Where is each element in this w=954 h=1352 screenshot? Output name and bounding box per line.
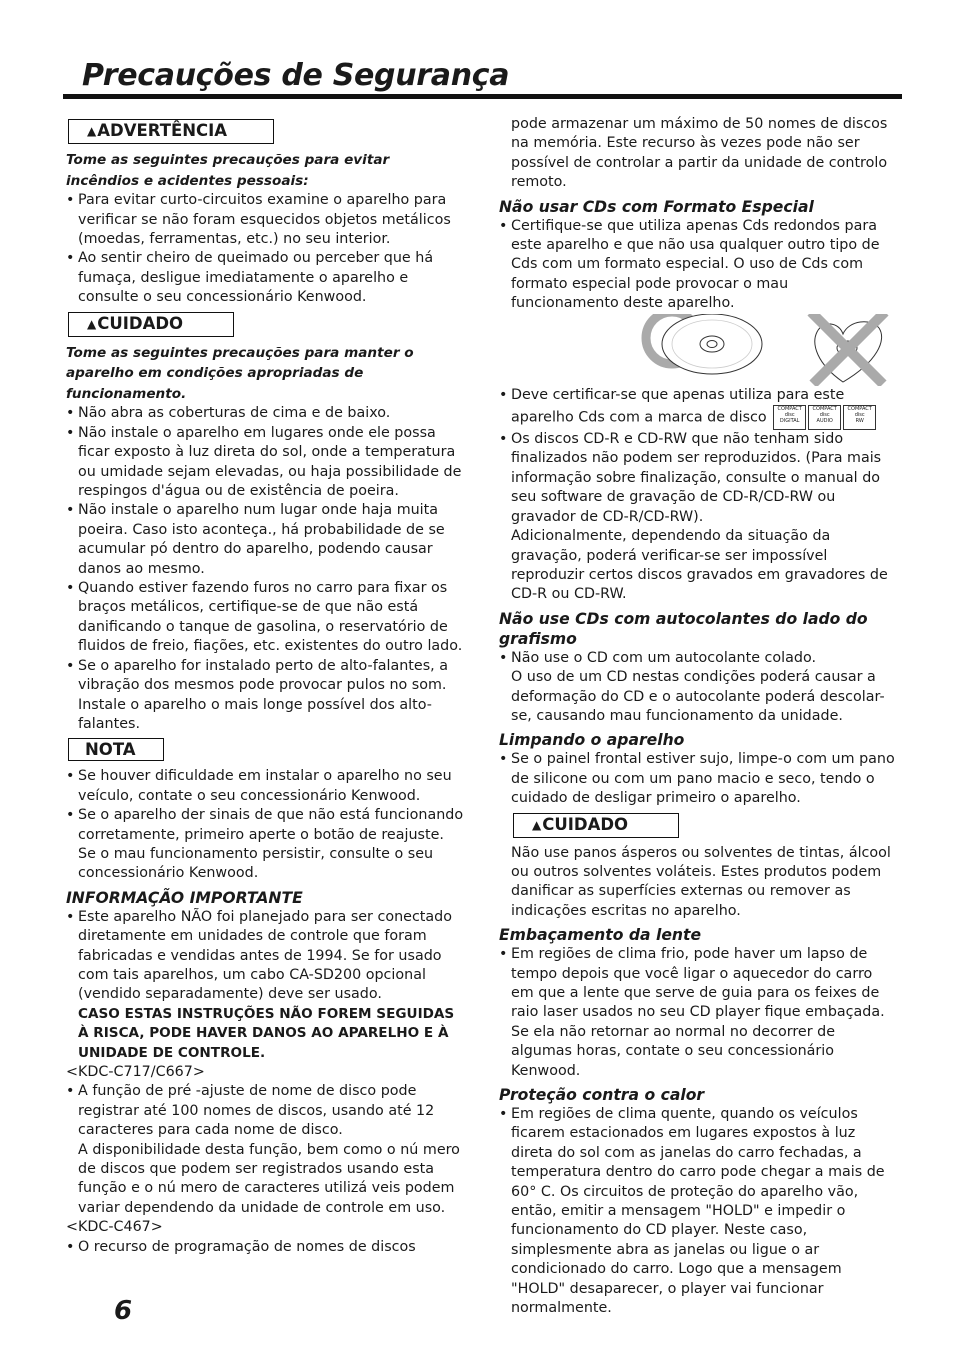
- round-cd-ok-icon: [646, 314, 762, 374]
- cdr-text: Os discos CD-R e CD-RW que não tenham sido finalizados não podem ser reproduzidos. (Para mais informação sobre finalização, consulte o manual do seu software de gravação de CD-R/CD-RW ou gravador de CD-R/CD-RW).: [511, 431, 882, 525]
- important-list: [66, 908, 466, 1063]
- title-rule: [63, 94, 902, 99]
- caution-box-2: [513, 813, 679, 838]
- logo-text: Deve certificar-se que apenas utiliza para este aparelho Cds com a marca de disco: [511, 386, 845, 426]
- list-item: • Se o aparelho for instalado perto de alto-falantes, a vibração dos mesmos pode provocar pulos no som. Instale o aparelho o mais longe possível dos alto-falantes.: [66, 657, 466, 735]
- sticker-heading: Não use CDs com autocolantes do lado do grafismo: [499, 609, 868, 648]
- cdr-para: Adicionalmente, dependendo da situação da gravação, poderá verificar-se ser impossível reproduzir certos discos gravados em gravadores de CD-R ou CD-RW.: [511, 528, 888, 603]
- left-column: [66, 115, 466, 1257]
- cd-illustrations: [499, 314, 899, 386]
- list-item: • Se o painel frontal estiver sujo, limpe-o com um pano de silicone ou com um pano macio e seco, tendo o cuidado de desligar primeiro o aparelho.: [499, 750, 899, 808]
- page-number: 6: [114, 1296, 133, 1326]
- heart-cd-no-icon: [811, 314, 885, 384]
- heat-list: [499, 1105, 899, 1318]
- list-item: • Se houver dificuldade em instalar o aparelho no seu veículo, contate o seu concessionário Kenwood.: [66, 767, 466, 806]
- list-item: • Em regiões de clima quente, quando os veículos ficarem estacionados em lugares expostos à luz direta do sol com as janelas do carro fechadas, a temperatura dentro do carro pode chegar a mais de 60° C. Os circuitos de proteção do aparelho vão, então, emitir a mensagem "HOLD" e impedir o funcionamento do CD player. Neste caso, simplesmente abra as janelas ou ligue o ar condicionado do carro. Logo que a mensagem "HOLD" desaparecer, o player vai funcionar normalmente.: [499, 1105, 899, 1318]
- list-item: • Se o aparelho der sinais de que não está funcionando corretamente, primeiro aperte o botão de reajuste. Se o mau funcionamento persistir, consulte o seu concessionário Kenwood.: [66, 806, 466, 884]
- model-a-list: [66, 1082, 466, 1218]
- list-item: • Certifique-se que utiliza apenas Cds redondos para este aparelho e que não usa qualquer outro tipo de Cds com um formato especial. O uso de Cds com formato especial pode provocar o mau funcionamento deste aparelho.: [499, 217, 899, 314]
- caution-box: [68, 312, 234, 337]
- caution-label: CUIDADO: [97, 313, 184, 333]
- special-list: [499, 217, 899, 314]
- special-heading: Não usar CDs com Formato Especial: [499, 197, 814, 216]
- right-column: [499, 115, 899, 1319]
- list-item: [66, 908, 466, 1063]
- model-b-label: <KDC-C467>: [66, 1219, 163, 1236]
- list-item: • Em regiões de clima frio, pode haver um lapso de tempo depois que você ligar o aquecedor do carro em que a lente que serve de guia para os feixes de raio laser usados no seu CD player fique embaçada. Se ela não retornar ao normal no decorrer de algumas horas, contate o seu concessionário Kenwood.: [499, 945, 899, 1081]
- model-b-list: [66, 1238, 466, 1257]
- caution-list: [66, 404, 466, 734]
- model-a-text: A função de pré -ajuste de nome de disco pode registrar até 100 nomes de discos, usando até 12 caracteres para cada nome de disco.: [78, 1083, 435, 1139]
- list-item: [499, 430, 899, 605]
- model-a-label: <KDC-C717/C667>: [66, 1064, 205, 1080]
- caution-intro: Tome as seguintes precauções para manter o aparelho em condições apropriadas de funcionamento.: [66, 344, 414, 402]
- warning-intro: Tome as seguintes precauções para evitar incêndios e acidentes pessoais:: [66, 152, 390, 189]
- list-item: • Ao sentir cheiro de queimado ou perceber que há fumaça, desligue imediatamente o aparelho e consulte o seu concessionário Kenwood.: [66, 249, 466, 307]
- important-text: Este aparelho NÃO foi planejado para ser conectado diretamente em unidades de controle que foram fabricadas e vendidas antes de 1994. Se for usado com tais aparelhos, um cabo CA-SD200 opcional (vendido separadamente) deve ser usado.: [78, 908, 452, 1003]
- warning-list: [66, 191, 466, 307]
- list-item: • Não abra as coberturas de cima e de baixo.: [66, 404, 466, 423]
- list-item: [66, 1082, 466, 1218]
- important-heading: INFORMAÇÃO IMPORTANTE: [66, 888, 303, 907]
- note-box: [68, 738, 164, 761]
- caution-label-2: CUIDADO: [542, 814, 629, 834]
- warning-triangle-icon: ▲: [87, 316, 97, 331]
- warning-triangle-icon: ▲: [532, 817, 542, 832]
- compact-disc-logo-icon: COMPACT disc AUDIO: [808, 405, 841, 430]
- important-bold: CASO ESTAS INSTRUÇÕES NÃO FOREM SEGUIDAS À RISCA, PODE HAVER DANOS AO APARELHO E À UNIDADE DE CONTROLE.: [78, 1005, 455, 1061]
- compact-disc-logo-icon: COMPACT disc DIGITAL: [773, 405, 806, 430]
- cd-shapes-figure: [499, 314, 899, 386]
- sticker-para: O uso de um CD nestas condições poderá causar a deformação do CD e o autocolante poderá descolar-se, causando mau funcionamento da unidade.: [511, 669, 885, 724]
- warning-triangle-icon: ▲: [87, 124, 97, 138]
- note-label: NOTA: [85, 740, 136, 760]
- list-item: • Não instale o aparelho em lugares onde ele possa ficar exposto à luz direta do sol, onde a temperatura ou umidade sejam elevadas, ou haja possibilidade de respingos d'água ou de existência de poeira.: [66, 424, 466, 502]
- clean-heading: Limpando o aparelho: [499, 731, 685, 750]
- lens-heading: Embaçamento da lente: [499, 926, 702, 945]
- list-item: • Quando estiver fazendo furos no carro para fixar os braços metálicos, certifique-se de que não está danificando o tanque de gasolina, o reservatório de fluidos de freio, fiações, etc. existentes do outro lado.: [66, 579, 466, 657]
- list-item: • O recurso de programação de nomes de discos: [66, 1238, 466, 1257]
- sticker-list: [499, 649, 899, 727]
- caution-text: Não use panos ásperos ou solventes de tintas, álcool ou outros solventes voláteis. Estes produtos podem danificar as superfícies externas ou remover as indicações escritas no aparelho.: [511, 844, 891, 919]
- list-item: [499, 386, 899, 430]
- lens-list: [499, 945, 899, 1081]
- note-list: [66, 767, 466, 883]
- disc-list: [499, 386, 899, 605]
- list-item: • Para evitar curto-circuitos examine o aparelho para verificar se não foram esquecidos objetos metálicos (moedas, ferramentas, etc.) no seu interior.: [66, 191, 466, 249]
- page-title: Precauções de Segurança: [82, 58, 510, 93]
- heat-heading: Proteção contra o calor: [499, 1086, 705, 1105]
- sticker-text: Não use o CD com um autocolante colado.: [511, 649, 817, 666]
- compact-disc-logo-icon: COMPACT disc RW: [843, 405, 876, 430]
- model-a-para: A disponibilidade desta função, bem como o nú mero de discos que podem ser registrados usando esta função e o nú mero de caracteres utilizá veis podem variar dependendo da unidade de controle em uso.: [78, 1141, 460, 1216]
- warning-box: [68, 119, 274, 144]
- warning-label: ADVERTÊNCIA: [97, 121, 228, 140]
- continued-paragraph: pode armazenar um máximo de 50 nomes de discos na memória. Este recurso às vezes pode não ser possível de controlar a partir da unidade de controlo remoto.: [511, 116, 888, 191]
- clean-list: [499, 750, 899, 808]
- list-item: • Não instale o aparelho num lugar onde haja muita poeira. Caso isto aconteça., há probabilidade de se acumular pó dentro do aparelho, podendo causar danos ao mesmo.: [66, 501, 466, 579]
- list-item: [499, 649, 899, 727]
